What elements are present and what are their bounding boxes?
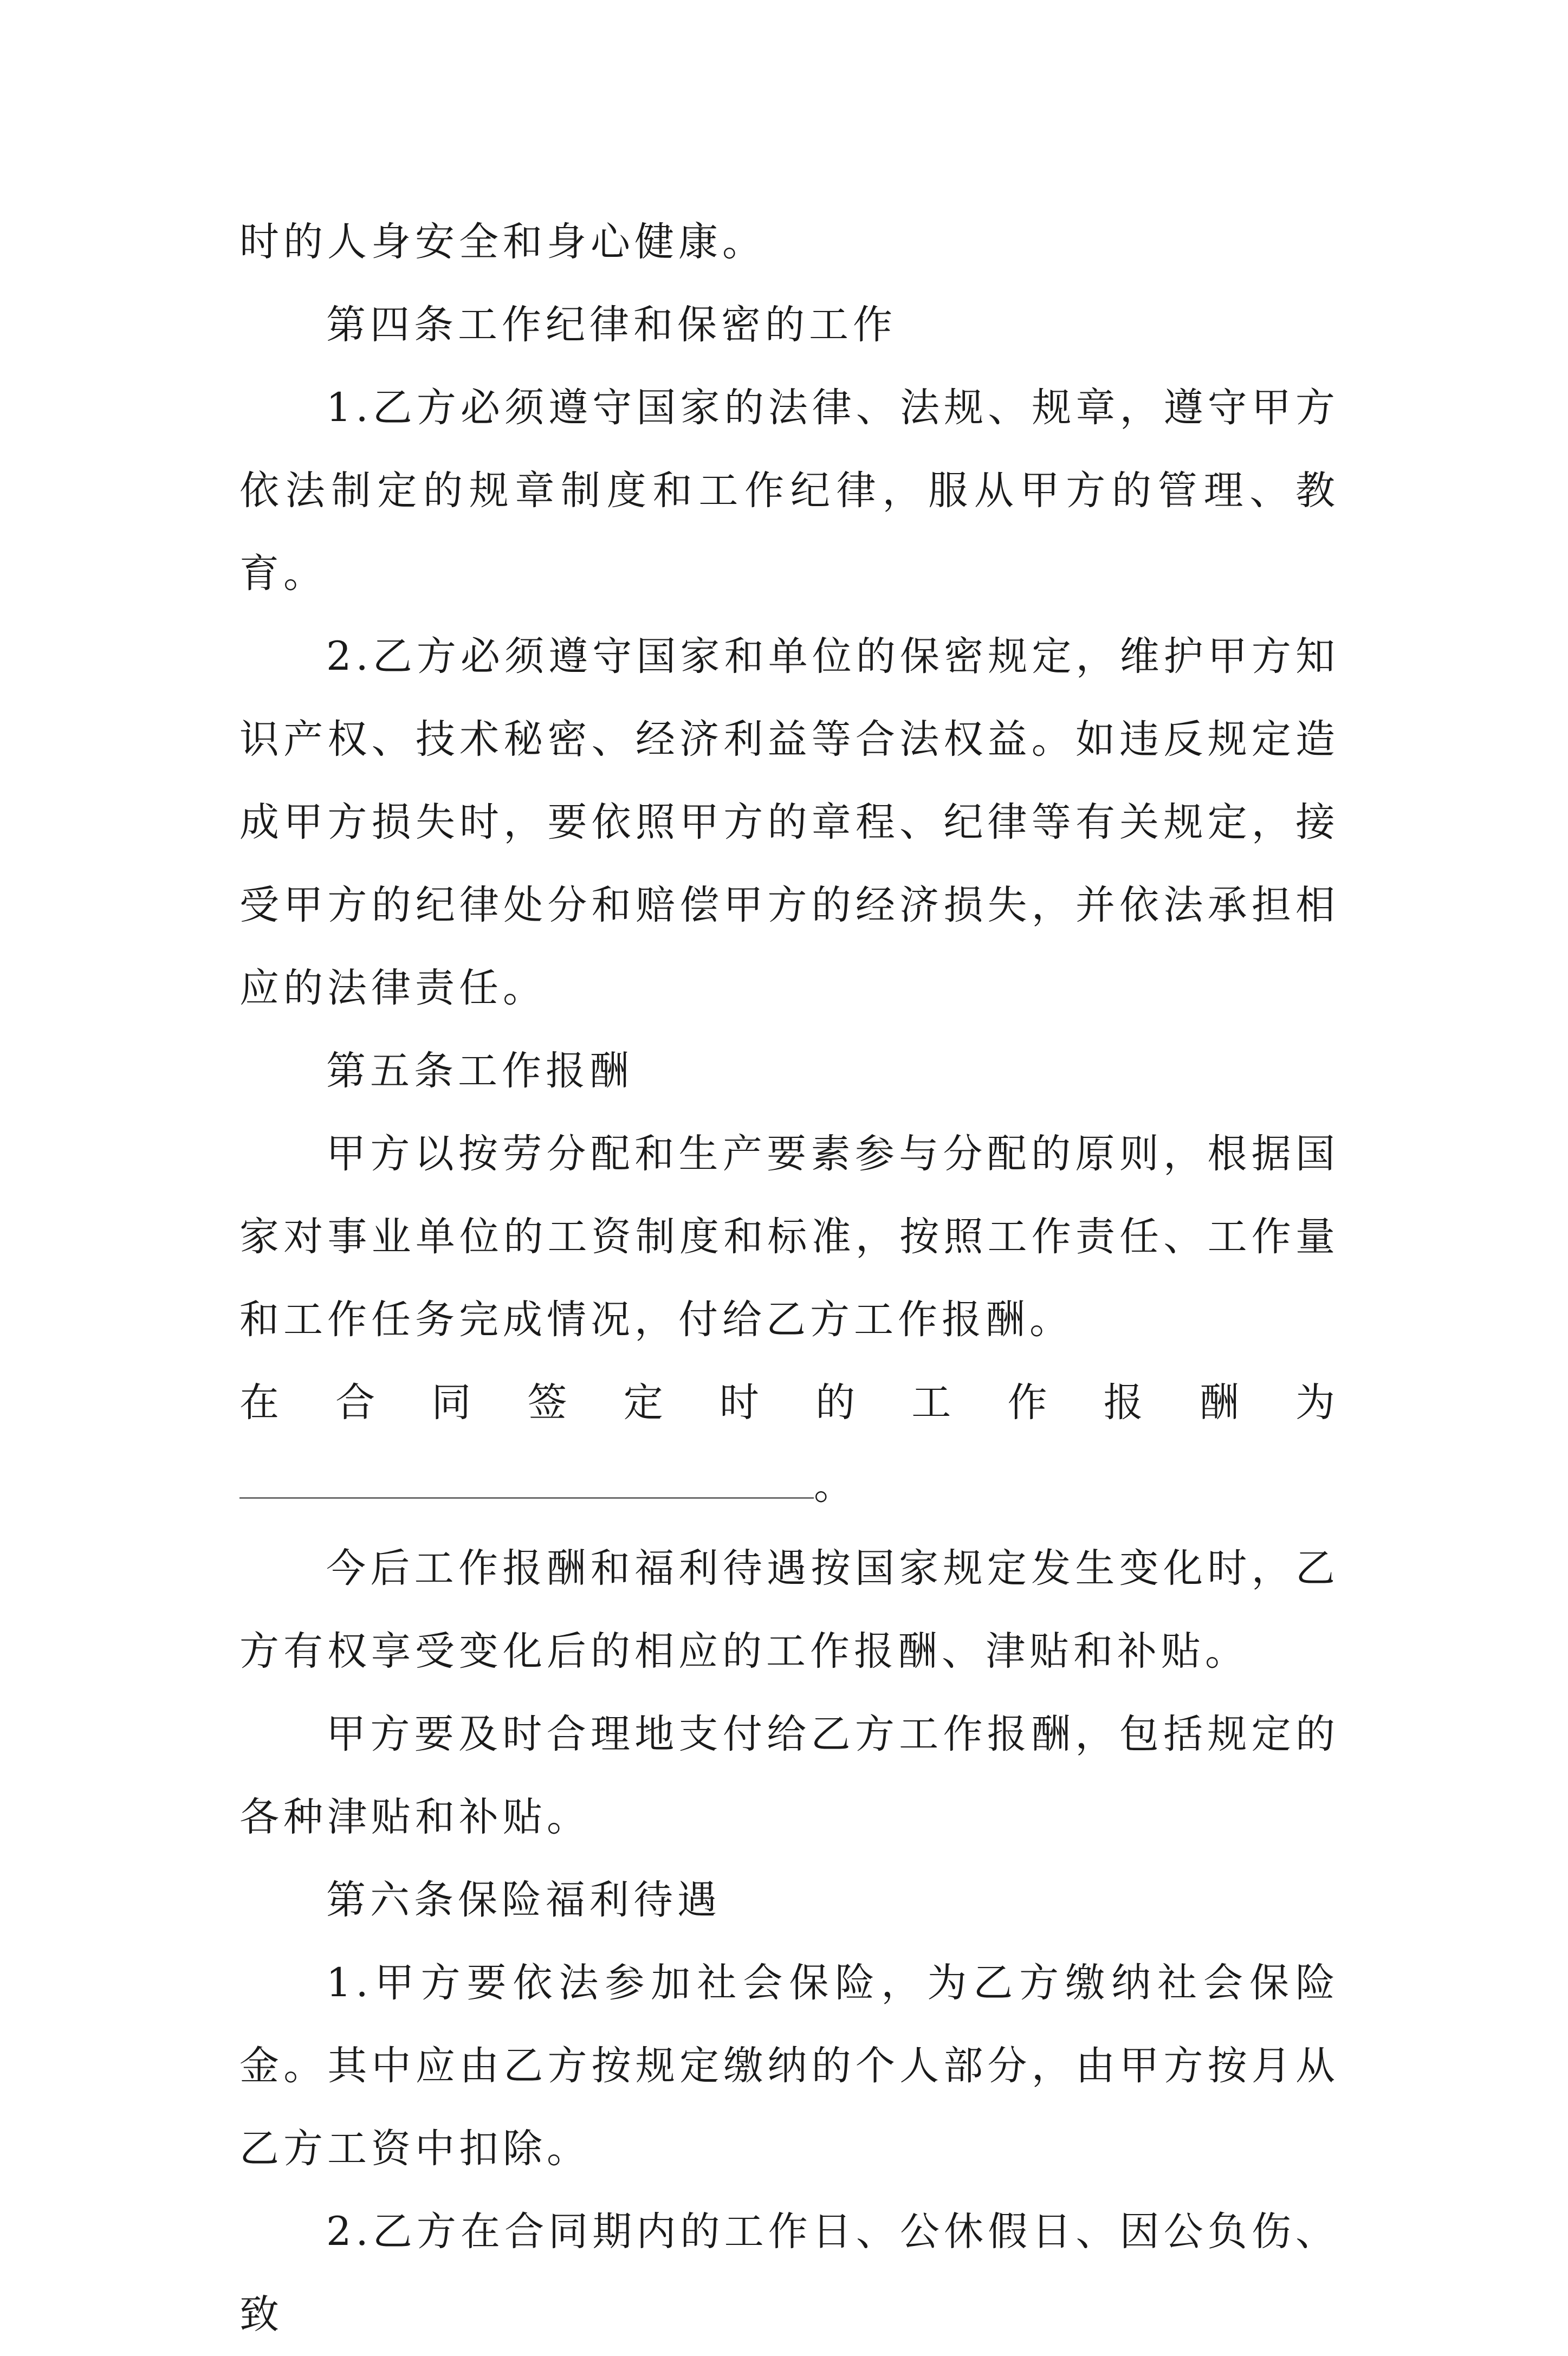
article-6-heading: 第六条保险福利待遇	[326, 1877, 721, 1923]
document-body	[239, 200, 1339, 2356]
salary-at-signing-label: 在合同签定时的工作报酬为	[239, 1380, 1339, 1426]
article-6-clause-1: 1.甲方要依法参加社会保险，为乙方缴纳社会保险金。其中应由乙方按规定缴纳的个人部分，由甲方按月从乙方工资中扣除。	[239, 1960, 1339, 2172]
article-6-clause-2: 2.乙方在合同期内的工作日、公休假日、因公负伤、致	[239, 2209, 1339, 2338]
blank-end-punctuation: 。	[814, 1462, 858, 1509]
article-5-paragraph-3: 甲方要及时合理地支付给乙方工作报酬，包括规定的各种津贴和补贴。	[239, 1711, 1339, 1840]
article-4-clause-1: 1.乙方必须遵守国家的法律、法规、规章，遵守甲方依法制定的规章制度和工作纪律，服从甲方的管理、教育。	[239, 385, 1339, 597]
article-5-paragraph-2: 今后工作报酬和福利待遇按国家规定发生变化时，乙方有权享受变化后的相应的工作报酬、津贴和补贴。	[239, 1545, 1339, 1674]
article-5-paragraph-1: 甲方以按劳分配和生产要素参与分配的原则，根据国家对事业单位的工资制度和标准，按照工作责任、工作量和工作任务完成情况，付给乙方工作报酬。	[239, 1131, 1339, 1343]
salary-blank-line	[239, 1444, 1339, 1527]
paragraph-continuation: 时的人身安全和身心健康。	[239, 219, 766, 265]
fill-in-blank[interactable]	[239, 1448, 814, 1499]
article-4-clause-2: 2.乙方必须遵守国家和单位的保密规定，维护甲方知识产权、技术秘密、经济利益等合法权益。如违反规定造成甲方损失时，要依照甲方的章程、纪律等有关规定，接受甲方的纪律处分和赔偿甲方的经济损失，并依法承担相应的法律责任。	[239, 633, 1339, 1011]
article-4-heading: 第四条工作纪律和保密的工作	[326, 302, 897, 348]
article-5-heading: 第五条工作报酬	[326, 1048, 633, 1094]
